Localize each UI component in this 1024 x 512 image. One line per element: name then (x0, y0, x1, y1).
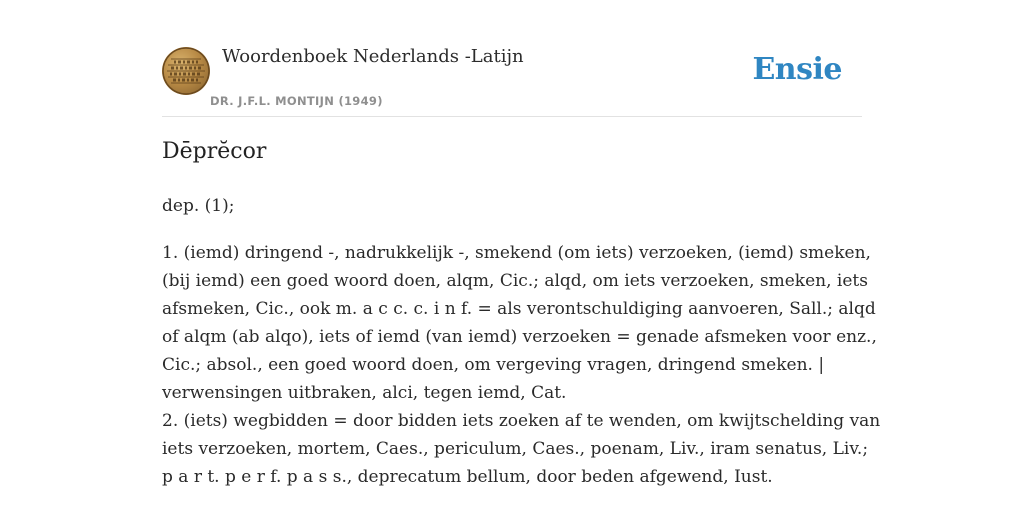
definition-line: (bij iemd) een goed woord doen, alqm, Cic.; alqd, om iets verzoeken, smeken, iets (162, 271, 868, 291)
book-title[interactable]: Woordenboek Nederlands -Latijn (222, 46, 524, 67)
author-label: DR. J.F.L. MONTIJN (1949) (210, 94, 383, 108)
definition-line: verwensingen uitbraken, alci, tegen iemd, Cat. (162, 383, 567, 403)
definition-line: of alqm (ab alqo), iets of iemd (van iemd) verzoeken = genade afsmeken voor enz., (162, 327, 877, 347)
definition-line: afsmeken, Cic., ook m. a c c. c. i n f. = als verontschuldiging aanvoeren, Sall.; alqd (162, 299, 876, 319)
definition-grammar: dep. (1); (162, 196, 235, 216)
page (162, 0, 881, 512)
definition-line: p a r t. p e r f. p a s s., deprecatum bellum, door beden afgewend, Iust. (162, 467, 773, 487)
definition-line: 1. (iemd) dringend -, nadrukkelijk -, smekend (om iets) verzoeken, (iemd) smeken, (162, 243, 871, 263)
header (162, 0, 862, 117)
bronze-seal-icon[interactable] (162, 47, 210, 95)
entry-title: Dēprĕcor (162, 139, 267, 164)
definition-line: 2. (iets) wegbidden = door bidden iets zoeken af te wenden, om kwijtschelding van (162, 411, 881, 431)
ensie-logo-link[interactable]: Ensie (752, 52, 842, 87)
definition-line: iets verzoeken, mortem, Caes., periculum, Caes., poenam, Liv., iram senatus, Liv.; (162, 439, 869, 459)
definition-line: Cic.; absol., een goed woord doen, om vergeving vragen, dringend smeken. | (162, 355, 825, 375)
definition-body (162, 192, 881, 491)
